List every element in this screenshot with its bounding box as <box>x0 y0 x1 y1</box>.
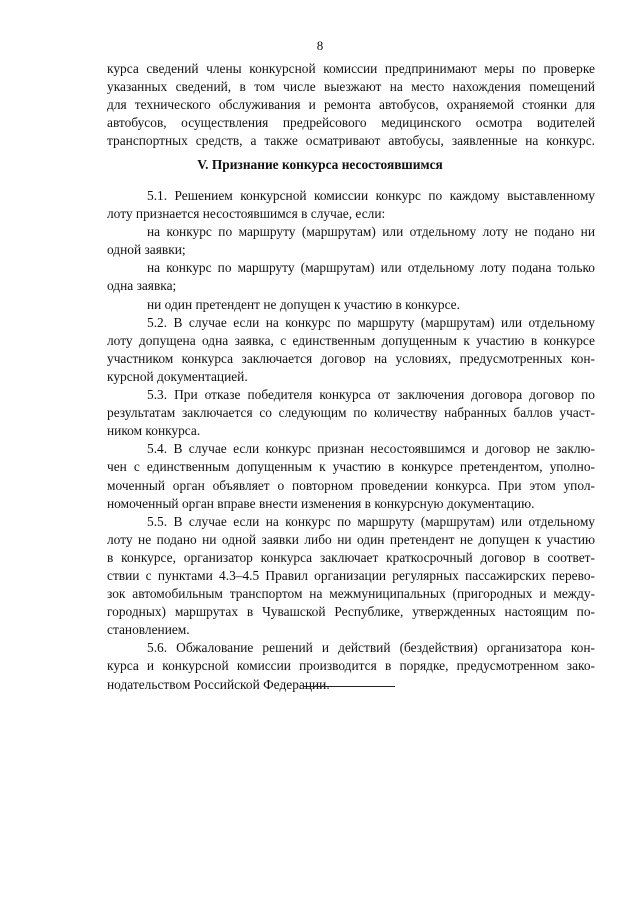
text-line: 5.3. При отказе победителя конкурса от заключения договора договор по <box>147 387 595 403</box>
text-line: становлением. <box>107 622 190 638</box>
section-heading: V. Признание конкурса несостоявшимся <box>197 157 443 172</box>
text-line: ствии с пунктами 4.3–4.5 Правил организации регулярных пассажирских перево- <box>107 567 595 583</box>
section-body <box>107 187 595 694</box>
text-line: 5.6. Обжалование решений и действий (бездействия) организатора кон- <box>147 640 595 656</box>
text-line: 5.1. Решением конкурсной комиссии конкурс по каждому выставленному <box>147 188 595 203</box>
page-number: 8 <box>316 38 324 53</box>
text-line: автобусов, осуществления предрейсового медицинского осмотра водителей <box>107 115 595 131</box>
text-line: на конкурс по маршруту (маршрутам) или отдельному лоту подана только <box>147 260 595 276</box>
text-line: городных) маршрутах в Чувашской Республике, утвержденных настоящим по- <box>107 604 595 620</box>
text-line: указанных сведений, в том числе выезжают на место нахождения помещений <box>107 79 595 95</box>
text-line: курса сведений члены конкурсной комиссии предпринимают меры по проверке <box>107 61 595 76</box>
text-line: на конкурс по маршруту (маршрутам) или отдельному лоту не подано ни <box>147 224 595 240</box>
text-line: нодательством Российской Федерации. <box>107 676 330 692</box>
text-line: в конкурсе, организатор конкурса заключает краткосрочный договор в соответ- <box>107 549 595 565</box>
text-line: транспортных средств, а также осматривают автобусы, заявленные на конкурс. <box>107 133 595 149</box>
text-line: 5.5. В случае если на конкурс по маршруту (маршрутам) или отдельному <box>147 513 595 529</box>
text-line: моченный орган объявляет о повторном проведении конкурса. При этом упол- <box>107 477 595 493</box>
text-line: лоту признается несостоявшимся в случае, если: <box>107 206 386 222</box>
text-line: курса и конкурсной комиссии производится в порядке, предусмотренном зако- <box>107 658 595 674</box>
intro-paragraph <box>107 60 595 150</box>
text-line: для технического обслуживания и ремонта автобусов, охраняемой стоянки для <box>107 97 595 113</box>
text-line: ником конкурса. <box>107 423 201 439</box>
text-line: лоту допущена одна заявка, с единственным допущенным к участию в конкурсе <box>107 332 595 348</box>
text-line: зок автомобильным транспортом на межмуниципальных (пригородных и между- <box>107 586 595 602</box>
closing-rule <box>303 686 395 687</box>
text-line: ни один претендент не допущен к участию в конкурсе. <box>147 296 460 312</box>
text-line: курсной документацией. <box>107 368 248 384</box>
text-line: лоту не подано ни одной заявки либо ни один претендент не допущен к участию <box>107 531 595 547</box>
text-line: 5.4. В случае если конкурс признан несостоявшимся и договор не заклю- <box>147 441 595 457</box>
text-line: участником конкурса заключается договор на условиях, предусмотренных кон- <box>107 350 595 366</box>
text-line: одна заявка; <box>107 278 177 294</box>
text-line: результатам заключается со следующим по количеству набранных баллов участ- <box>107 405 595 421</box>
text-line: чен с единственным допущенным к участию в конкурсе претендентом, уполно- <box>107 459 595 475</box>
text-line: 5.2. В случае если на конкурс по маршруту (маршрутам) или отдельному <box>147 314 595 330</box>
text-line: одной заявки; <box>107 242 186 258</box>
text-line: номоченный орган вправе внести изменения в конкурсную документацию. <box>107 495 535 511</box>
